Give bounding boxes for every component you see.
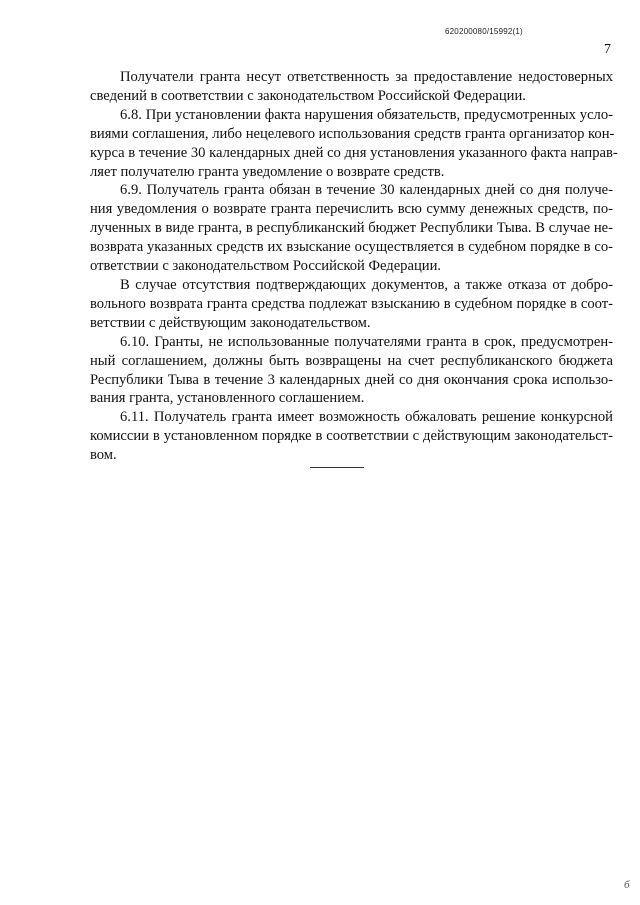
- page-number: 7: [604, 42, 611, 57]
- paragraph-6-8: [90, 106, 618, 182]
- document-id: 620200080/15992(1): [445, 27, 523, 36]
- text-line: Получатели гранта несут ответственность за предоставление недостоверных: [120, 69, 613, 85]
- text-line: вом.: [90, 447, 117, 464]
- paragraph: [90, 68, 613, 106]
- text-line: 6.11. Получатель гранта имеет возможность обжаловать решение конкурсной: [120, 409, 613, 426]
- text-line: Республики Тыва в течение 3 календарных дней со дня окончания срока использо-: [90, 371, 613, 388]
- document-body: [90, 68, 618, 465]
- text-line: В случае отсутствия подтверждающих документов, а также отказа от добро-: [120, 276, 613, 293]
- text-line: 6.9. Получатель гранта обязан в течение 30 календарных дней со дня получе-: [120, 182, 613, 199]
- text-line: вольного возврата гранта средства подлежат взысканию в судебном порядке в соот-: [90, 295, 613, 312]
- text-line: вания гранта, установленного соглашением.: [90, 390, 365, 407]
- text-line: ный соглашением, должны быть возвращены на счет республиканского бюджета: [90, 352, 613, 369]
- paragraph-6-10: [90, 333, 613, 409]
- text-line: ляет получателю гранта уведомление о возврате средств.: [90, 163, 445, 180]
- text-line: 6.8. При установлении факта нарушения обязательств, предусмотренных усло-: [120, 106, 613, 123]
- text-line: ния уведомления о возврате гранта перечислить всю сумму денежных средств, по-: [90, 201, 613, 218]
- corner-mark: б: [624, 879, 630, 891]
- paragraph-6-11: [90, 408, 613, 465]
- text-line: 6.10. Гранты, не использованные получателями гранта в срок, предусмотрен-: [120, 333, 613, 350]
- text-line: лученных в виде гранта, в республиканский бюджет Республики Тыва. В случае не-: [90, 220, 613, 237]
- text-line: сведений в соответствии с законодательством Российской Федерации.: [90, 87, 526, 104]
- text-line: ответствии с законодательством Российской Федерации.: [90, 258, 442, 275]
- end-divider: [310, 467, 364, 468]
- paragraph-6-9: [90, 181, 613, 276]
- paragraph: [90, 276, 613, 333]
- text-line: ветствии с действующим законодательством.: [90, 314, 371, 331]
- text-line: виями соглашения, либо нецелевого использования средств гранта организатор кон-: [90, 125, 615, 142]
- text-line: курса в течение 30 календарных дней со дня установления указанного факта направ-: [90, 144, 618, 161]
- text-line: возврата указанных средств их взыскание осуществляется в судебном порядке в со-: [90, 239, 613, 256]
- text-line: комиссии в установленном порядке в соответствии с действующим законодательст-: [90, 428, 613, 445]
